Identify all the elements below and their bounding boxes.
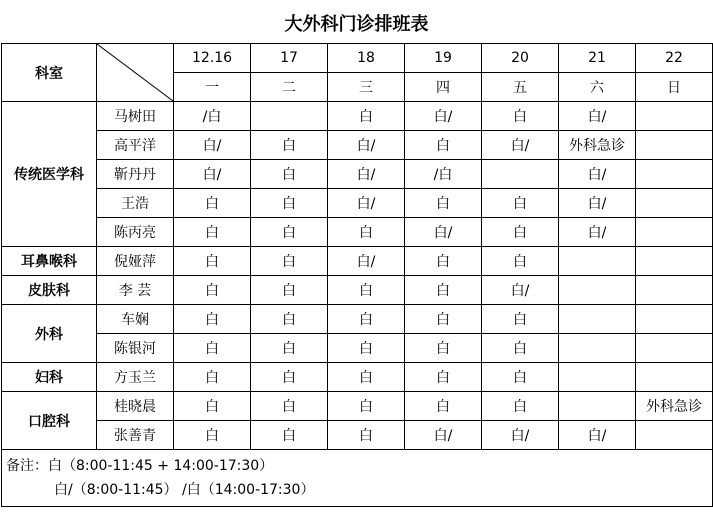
weekday-cell: 一 xyxy=(174,73,251,102)
schedule-row xyxy=(2,247,713,276)
shift-cell: 白 xyxy=(482,363,559,392)
doctor-name-cell: 马树田 xyxy=(97,102,174,131)
shift-cell: 白 xyxy=(328,102,405,131)
shift-cell xyxy=(636,421,713,450)
notes-line-1: 备注：白（8:00-11:45 + 14:00-17:30） xyxy=(6,458,274,474)
shift-cell: 白 xyxy=(328,334,405,363)
shift-cell xyxy=(636,131,713,160)
shift-cell xyxy=(559,305,636,334)
shift-cell: 白/ xyxy=(328,131,405,160)
shift-cell: 白 xyxy=(405,363,482,392)
shift-cell: 外科急诊 xyxy=(559,131,636,160)
shift-cell xyxy=(636,334,713,363)
doctor-name-cell: 方玉兰 xyxy=(97,363,174,392)
shift-cell: 白 xyxy=(174,392,251,421)
shift-cell: 白/ xyxy=(405,102,482,131)
shift-cell: 白 xyxy=(251,247,328,276)
weekday-cell: 五 xyxy=(482,73,559,102)
schedule-table xyxy=(1,43,713,507)
shift-cell: 白 xyxy=(174,189,251,218)
date-cell: 19 xyxy=(405,44,482,73)
shift-cell xyxy=(482,160,559,189)
shift-cell: 白 xyxy=(251,421,328,450)
doctor-name-cell: 张善青 xyxy=(97,421,174,450)
department-cell: 皮肤科 xyxy=(2,276,97,305)
shift-cell: 白 xyxy=(251,218,328,247)
shift-cell xyxy=(559,276,636,305)
shift-cell: 白 xyxy=(405,276,482,305)
schedule-row xyxy=(2,160,713,189)
date-cell: 20 xyxy=(482,44,559,73)
department-cell: 外科 xyxy=(2,305,97,363)
shift-cell: 白 xyxy=(251,363,328,392)
doctor-name-cell: 王浩 xyxy=(97,189,174,218)
schedule-row xyxy=(2,131,713,160)
shift-cell: 白 xyxy=(251,131,328,160)
weekday-cell: 四 xyxy=(405,73,482,102)
doctor-name-cell: 李 芸 xyxy=(97,276,174,305)
department-cell: 口腔科 xyxy=(2,392,97,450)
shift-cell xyxy=(636,189,713,218)
schedule-row xyxy=(2,218,713,247)
doctor-name-cell: 陈丙亮 xyxy=(97,218,174,247)
shift-cell xyxy=(636,305,713,334)
date-cell: 12.16 xyxy=(174,44,251,73)
shift-cell: 白 xyxy=(482,334,559,363)
shift-cell xyxy=(636,276,713,305)
shift-cell: 白 xyxy=(174,218,251,247)
department-cell: 耳鼻喉科 xyxy=(2,247,97,276)
shift-cell: 白/ xyxy=(482,131,559,160)
dept-header: 科室 xyxy=(2,44,97,102)
shift-cell: 白 xyxy=(405,189,482,218)
weekday-cell: 二 xyxy=(251,73,328,102)
doctor-name-cell: 倪娅萍 xyxy=(97,247,174,276)
shift-cell: 白/ xyxy=(174,131,251,160)
shift-cell: 白/ xyxy=(482,421,559,450)
diagonal-header-cell xyxy=(97,44,174,102)
header-row-dates xyxy=(2,44,713,73)
schedule-body xyxy=(2,44,713,507)
shift-cell xyxy=(559,363,636,392)
shift-cell: /白 xyxy=(174,102,251,131)
shift-cell: 白 xyxy=(174,247,251,276)
shift-cell xyxy=(636,102,713,131)
shift-cell: 白/ xyxy=(328,189,405,218)
doctor-name-cell: 桂晓晨 xyxy=(97,392,174,421)
schedule-row xyxy=(2,421,713,450)
schedule-row xyxy=(2,363,713,392)
weekday-cell: 三 xyxy=(328,73,405,102)
date-cell: 21 xyxy=(559,44,636,73)
page-title: 大外科门诊排班表 xyxy=(284,14,429,35)
doctor-name-cell: 车娴 xyxy=(97,305,174,334)
shift-cell: 白 xyxy=(405,247,482,276)
weekday-cell: 日 xyxy=(636,73,713,102)
shift-cell xyxy=(559,392,636,421)
shift-cell: 白/ xyxy=(174,160,251,189)
shift-cell: 白/ xyxy=(405,218,482,247)
shift-cell: 白 xyxy=(251,276,328,305)
shift-cell: /白 xyxy=(405,160,482,189)
shift-cell: 白 xyxy=(328,305,405,334)
schedule-row xyxy=(2,392,713,421)
shift-cell: 白 xyxy=(251,392,328,421)
shift-cell: 白 xyxy=(174,334,251,363)
shift-cell: 白/ xyxy=(482,276,559,305)
date-cell: 17 xyxy=(251,44,328,73)
shift-cell: 白 xyxy=(174,421,251,450)
shift-cell: 白 xyxy=(482,247,559,276)
shift-cell: 白 xyxy=(328,363,405,392)
shift-cell xyxy=(636,218,713,247)
shift-cell: 白 xyxy=(328,421,405,450)
schedule-row xyxy=(2,334,713,363)
notes-row xyxy=(2,450,713,507)
shift-cell: 白 xyxy=(251,334,328,363)
shift-cell: 白 xyxy=(251,305,328,334)
doctor-name-cell: 靳丹丹 xyxy=(97,160,174,189)
shift-cell: 白 xyxy=(482,189,559,218)
shift-cell: 白/ xyxy=(405,421,482,450)
shift-cell: 白 xyxy=(251,189,328,218)
shift-cell: 白/ xyxy=(559,102,636,131)
shift-cell: 白 xyxy=(482,102,559,131)
diagonal-line xyxy=(97,44,173,101)
shift-cell xyxy=(636,363,713,392)
date-cell: 22 xyxy=(636,44,713,73)
shift-cell: 白 xyxy=(405,392,482,421)
shift-cell: 白 xyxy=(482,218,559,247)
notes-line-2: 白/（8:00-11:45） /白（14:00-17:30） xyxy=(54,482,315,498)
shift-cell: 白/ xyxy=(559,189,636,218)
shift-cell xyxy=(559,334,636,363)
shift-cell xyxy=(636,247,713,276)
doctor-name-cell: 高平洋 xyxy=(97,131,174,160)
shift-cell: 白 xyxy=(174,363,251,392)
shift-cell: 白/ xyxy=(559,218,636,247)
doctor-name-cell: 陈银河 xyxy=(97,334,174,363)
schedule-row xyxy=(2,102,713,131)
shift-cell: 白 xyxy=(328,392,405,421)
notes-cell xyxy=(2,450,713,507)
schedule-row xyxy=(2,305,713,334)
shift-cell: 白 xyxy=(174,305,251,334)
date-cell: 18 xyxy=(328,44,405,73)
weekday-cell: 六 xyxy=(559,73,636,102)
shift-cell: 白 xyxy=(174,276,251,305)
schedule-row xyxy=(2,189,713,218)
shift-cell: 外科急诊 xyxy=(636,392,713,421)
shift-cell xyxy=(636,160,713,189)
shift-cell: 白/ xyxy=(559,160,636,189)
shift-cell: 白 xyxy=(405,131,482,160)
department-cell: 传统医学科 xyxy=(2,102,97,247)
shift-cell: 白 xyxy=(405,334,482,363)
shift-cell xyxy=(559,247,636,276)
shift-cell: 白/ xyxy=(559,421,636,450)
shift-cell: 白 xyxy=(328,218,405,247)
shift-cell: 白 xyxy=(482,305,559,334)
shift-cell: 白 xyxy=(482,392,559,421)
shift-cell: 白/ xyxy=(328,160,405,189)
department-cell: 妇科 xyxy=(2,363,97,392)
schedule-row xyxy=(2,276,713,305)
shift-cell: 白/ xyxy=(328,247,405,276)
shift-cell: 白 xyxy=(405,305,482,334)
shift-cell: 白 xyxy=(328,276,405,305)
shift-cell xyxy=(251,102,328,131)
shift-cell: 白 xyxy=(251,160,328,189)
